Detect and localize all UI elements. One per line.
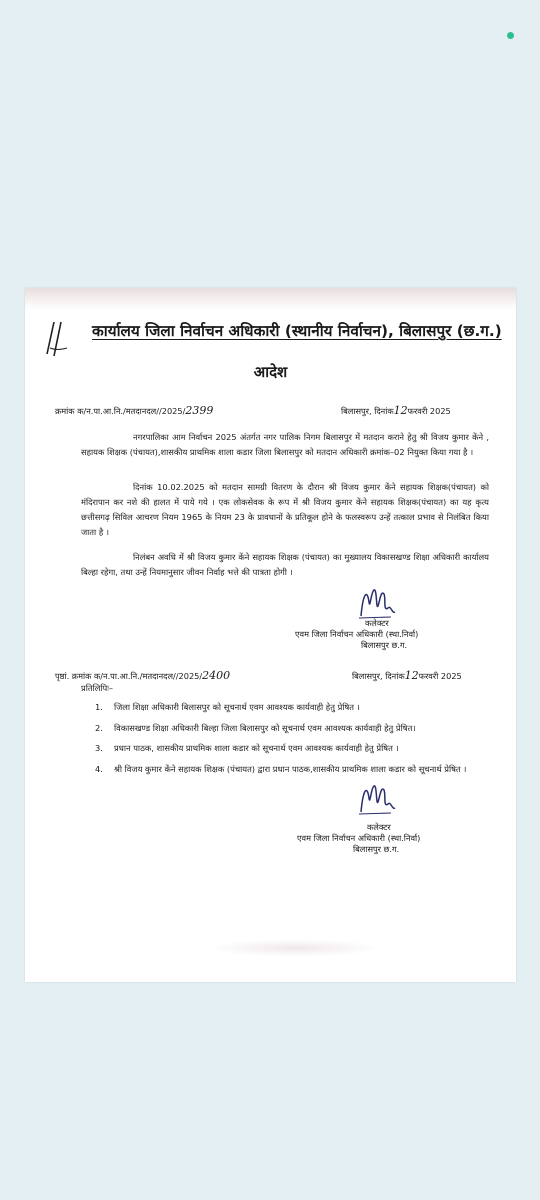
signatory-title: कलेक्टर	[365, 618, 389, 628]
order-reference-number: क्रमांक क/न.पा.आ.नि./मतदानदल//2025/2399	[55, 404, 214, 417]
list-item: 1. जिला शिक्षा अधिकारी बिलासपुर को सूचनार्थ एवम आवश्यक कार्यवाही हेतु प्रेषित ।	[95, 702, 360, 712]
copy-to-label: प्रतिलिपिः–	[81, 683, 114, 693]
signatory-designation: एवम जिला निर्वाचन अधिकारी (स्था.निर्वा)	[295, 629, 419, 639]
copy-to-list	[95, 700, 490, 782]
order-title: आदेश	[253, 363, 288, 381]
status-dot-icon	[507, 32, 514, 39]
signatory-designation: एवम जिला निर्वाचन अधिकारी (स्था.निर्वा)	[297, 833, 421, 843]
signatory-place: बिलासपुर छ.ग.	[361, 640, 408, 650]
order-place-date: बिलासपुर, दिनांक12फरवरी 2025	[341, 404, 451, 417]
scan-smudge-bottom	[215, 940, 375, 956]
list-item: 2. विकासखण्ड शिक्षा अधिकारी बिल्हा जिला बिलासपुर को सूचनार्थ एवम आवश्यक कार्यवाही हेतु प्रेषित।	[95, 722, 416, 733]
scan-smudge-top	[25, 288, 516, 310]
endorsement-place-date: बिलासपुर, दिनांक12फरवरी 2025	[352, 669, 462, 682]
order-paragraph: दिनांक 10.02.2025 को मतदान सामग्री वितरण के दौरान श्री विजय कुमार केंने सहायक शिक्षक(पंचायत) को मंदिरापान कर नशे की हालत में पाये गये । एक लोकसेवक के रूप में श्री विजय कुमार केंने सहायक शिक्षक(पंचायत) का यह कृत्य छत्तीसगढ़ सिविल आचरण नियम 1965 के नियम 23 के प्रावधानों के प्रतिकूल होने के फलस्वरूप उन्हें तत्काल प्रभाव से निलंबित किया जाता है ।	[81, 482, 489, 537]
signature-block	[295, 618, 418, 651]
handwritten-slashes-mark	[45, 318, 75, 360]
order-paragraph: नगरपालिका आम निर्वाचन 2025 अंतर्गत नगर पालिक निगम बिलासपुर में मतदान कराने हेतु श्री विजय कुमार केंने , सहायक शिक्षक (पंचायत),शासकीय प्राथमिक शाला कडार जिला बिलासपुर को मतदान अधिकारी क्रमांक–02 नियुक्त किया गया है ।	[81, 432, 489, 457]
list-item: 4. श्री विजय कुमार केंने सहायक शिक्षक (पंचायत) द्वारा प्रधान पाठक,शासकीय प्राथमिक शाला कडार को सूचनार्थ प्रेषित ।	[95, 763, 467, 774]
order-paragraph: निलंबन अवधि में श्री विजय कुमार केंने सहायक शिक्षक (पंचायत) का मुख्यालय विकासखण्ड शिक्षा अधिकारी कार्यालय बिल्हा रहेगा, तथा उन्हें नियमानुसार जीवन निर्वाह भत्ते की पात्रता होगी ।	[81, 552, 489, 577]
endorsement-reference-number: पृष्ठां. क्रमांक क/न.पा.आ.नि./मतदानदल//2025/2400	[55, 669, 231, 682]
signature-block	[297, 822, 420, 855]
document-page	[25, 288, 516, 982]
signature-icon	[355, 780, 399, 820]
office-header-title: कार्यालय जिला निर्वाचन अधिकारी (स्थानीय निर्वाचन), बिलासपुर (छ.ग.)	[92, 322, 502, 340]
list-item: 3. प्रधान पाठक, शासकीय प्राथमिक शाला कडार को सूचनार्थ एवम आवश्यक कार्यवाही हेतु प्रेषित ।	[95, 743, 399, 753]
signatory-place: बिलासपुर छ.ग.	[353, 844, 400, 854]
signatory-title: कलेक्टर	[367, 822, 391, 832]
